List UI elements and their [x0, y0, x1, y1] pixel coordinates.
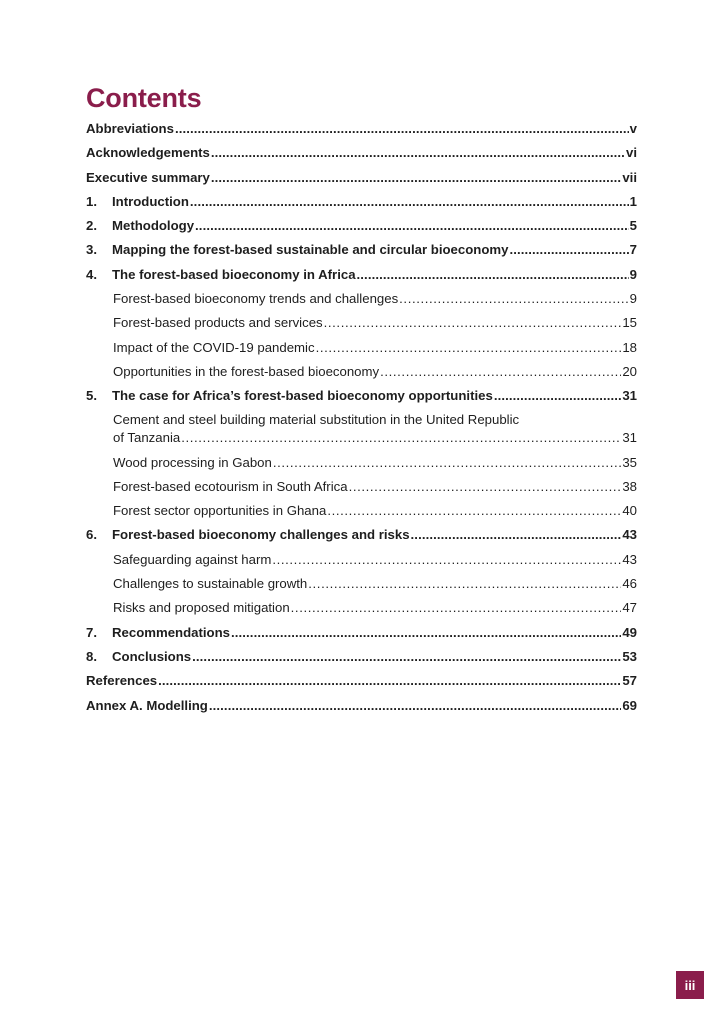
toc-entry-page: 57: [622, 673, 637, 689]
toc-entry-label: Forest sector opportunities in Ghana: [113, 503, 327, 519]
dot-leader: [158, 669, 621, 693]
dot-leader: [190, 190, 629, 214]
toc-entry-label: Forest-based products and services: [113, 315, 323, 331]
toc-entry-page: 31: [622, 388, 637, 404]
toc-entry-covid[interactable]: [86, 336, 637, 360]
dot-leader: [273, 451, 621, 475]
toc-entry-products[interactable]: [86, 311, 637, 335]
toc-entry-ghana[interactable]: [86, 499, 637, 523]
toc-entry-label: Conclusions: [112, 648, 192, 664]
toc-entry-page: 43: [622, 527, 637, 543]
toc-entry-label: The forest-based bioeconomy in Africa: [112, 266, 356, 282]
toc-entry-methodology[interactable]: [86, 214, 637, 238]
toc-entry-label: Forest-based ecotourism in South Africa: [113, 478, 348, 494]
toc-entry-page: 7: [629, 242, 637, 258]
toc-entry-page: 5: [629, 218, 637, 234]
toc-entry-ecotourism[interactable]: [86, 475, 637, 499]
toc-entry-mapping[interactable]: [86, 238, 637, 262]
toc-entry-page: 43: [622, 551, 637, 567]
toc-entry-opportunities[interactable]: [86, 360, 637, 384]
toc-entry-label: Impact of the COVID-19 pandemic: [113, 339, 315, 355]
toc-entry-growth[interactable]: [86, 572, 637, 596]
dot-leader: [349, 475, 622, 499]
toc-entry-label: Mapping the forest-based sustainable and circular bioeconomy: [112, 242, 509, 258]
toc-entry-label: The case for Africa’s forest-based bioeconomy opportunities: [112, 388, 493, 404]
toc-entry-number: 1.: [86, 193, 97, 209]
toc-entry-page: 40: [622, 503, 637, 519]
toc-entry-case[interactable]: [86, 384, 637, 408]
table-of-contents: [86, 117, 637, 718]
toc-entry-page: 20: [622, 363, 637, 379]
dot-leader: [272, 548, 621, 572]
dot-leader: [211, 141, 625, 165]
toc-entry-label: Safeguarding against harm: [113, 551, 272, 567]
dot-leader: [327, 499, 621, 523]
toc-entry-label: Opportunities in the forest-based bioeconomy: [113, 363, 380, 379]
toc-entry-page: 53: [622, 648, 637, 664]
toc-entry-number: 8.: [86, 648, 97, 664]
toc-entry-label: Introduction: [112, 193, 189, 209]
toc-entry-number: 5.: [86, 388, 97, 404]
toc-entry-page: 46: [622, 576, 637, 592]
toc-entry-label-line2: of Tanzania: [113, 430, 181, 446]
toc-entry-page: 18: [622, 339, 637, 355]
toc-entry-page: 35: [622, 454, 637, 470]
toc-entry-label: Methodology: [112, 218, 195, 234]
toc-entry-label-line1: Cement and steel building material substitution in the United Republic: [113, 411, 520, 427]
dot-leader: [211, 166, 621, 190]
toc-entry-page: 69: [622, 697, 637, 713]
toc-entry-page: vi: [626, 145, 637, 161]
toc-entry-label: Risks and proposed mitigation: [113, 600, 290, 616]
dot-leader: [195, 214, 629, 238]
toc-entry-page: vii: [622, 169, 637, 185]
toc-entry-annex[interactable]: [86, 694, 637, 718]
toc-entry-page: 31: [622, 430, 637, 446]
toc-entry-label: Abbreviations: [86, 121, 174, 136]
toc-entry-conclusions[interactable]: [86, 645, 637, 669]
toc-entry-page: 9: [629, 291, 637, 307]
dot-leader: [380, 360, 621, 384]
toc-entry-trends[interactable]: [86, 287, 637, 311]
dot-leader: [192, 645, 621, 669]
toc-entry-label: Forest-based bioeconomy challenges and risks: [112, 527, 410, 543]
toc-entry-cement[interactable]: [86, 409, 637, 451]
dot-leader: [509, 238, 628, 262]
dot-leader: [324, 311, 622, 335]
toc-entry-wood[interactable]: [86, 451, 637, 475]
toc-entry-africa[interactable]: [86, 263, 637, 287]
toc-entry-page: 15: [622, 315, 637, 331]
toc-entry-recommendations[interactable]: [86, 621, 637, 645]
toc-entry-page: 9: [629, 266, 637, 282]
dot-leader: [494, 384, 622, 408]
toc-entry-number: 4.: [86, 266, 97, 282]
toc-entry-abbreviations[interactable]: [86, 117, 637, 141]
dot-leader: [175, 117, 629, 141]
toc-entry-risks[interactable]: [86, 596, 637, 620]
dot-leader: [308, 572, 621, 596]
toc-entry-label: Forest-based bioeconomy trends and challenges: [113, 291, 399, 307]
toc-entry-label: Acknowledgements: [86, 145, 210, 161]
toc-entry-number: 3.: [86, 242, 97, 258]
toc-entry-label: Executive summary: [86, 169, 210, 185]
dot-leader: [181, 426, 621, 450]
toc-entry-page: 47: [622, 600, 637, 616]
toc-entry-page: 49: [622, 624, 637, 640]
toc-entry-label: Recommendations: [112, 624, 230, 640]
dot-leader: [316, 336, 622, 360]
dot-leader: [399, 287, 628, 311]
dot-leader: [209, 694, 621, 718]
toc-entry-page: 1: [629, 193, 637, 209]
dot-leader: [291, 596, 622, 620]
toc-entry-references[interactable]: [86, 669, 637, 693]
toc-entry-safeguarding[interactable]: [86, 548, 637, 572]
dot-leader: [231, 621, 621, 645]
toc-entry-page: 38: [622, 478, 637, 494]
toc-entry-number: 7.: [86, 624, 97, 640]
toc-entry-introduction[interactable]: [86, 190, 637, 214]
toc-entry-number: 6.: [86, 527, 97, 543]
toc-entry-label: Annex A. Modelling: [86, 697, 208, 713]
toc-entry-number: 2.: [86, 218, 97, 234]
toc-entry-page: v: [629, 121, 637, 136]
page-number-badge: iii: [676, 971, 704, 999]
toc-entry-label: References: [86, 673, 158, 689]
toc-entry-label: Challenges to sustainable growth: [113, 576, 308, 592]
toc-entry-label: Wood processing in Gabon: [113, 454, 272, 470]
toc-entry-acknowledgements[interactable]: [86, 141, 637, 165]
contents-title: Contents: [86, 83, 202, 113]
dot-leader: [411, 523, 622, 547]
dot-leader: [357, 263, 629, 287]
toc-entry-executive-summary[interactable]: [86, 166, 637, 190]
toc-entry-challenges[interactable]: [86, 523, 637, 547]
